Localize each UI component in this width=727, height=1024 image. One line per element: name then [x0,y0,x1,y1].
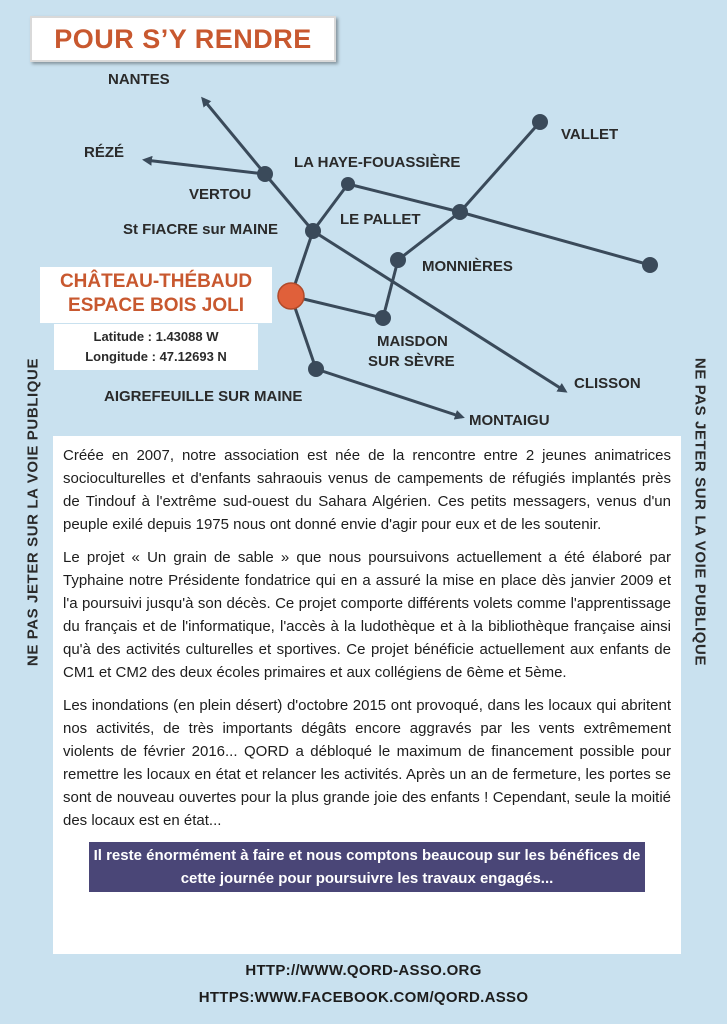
page-title: POUR S’Y RENDRE [30,16,336,62]
node-monnieres [390,252,406,268]
website-link[interactable]: HTTP://WWW.QORD-ASSO.ORG [245,962,482,979]
side-text-left: NE PAS JETER SUR LA VOIE PUBLIQUE [24,357,42,667]
paragraph-1: Créée en 2007, notre association est née de la rencontre entre 2 jeunes animatrices socioculturelles et d'enfants sahraouis venus de campements de réfugiés implantés près de Tindouf à l'extrême sud-ouest du Sahara Algérien. Ces petits messagers, venus d'un peuple exilé depuis 1975 nous ont donné envie d'agir pour eux et de les soutenir. [63,447,671,533]
node-vallet [532,114,548,130]
label-montaigu: MONTAIGU [469,412,550,429]
road-aigrefeuille-montaigu [316,369,462,417]
label-nantes: NANTES [108,71,170,88]
label-sur-sevre: SUR SÈVRE [368,353,455,370]
label-vallet: VALLET [561,126,619,143]
paragraph-3: Les inondations (en plein désert) d'octobre 2015 ont provoqué, dans les locaux qui abritent nos activités, de très importants dégâts encore aggravés par les vents extrêmement violents de février 2016... QORD a débloqué le maximum de financement possible pour remettre les locaux en état et relancer les activités. Après un an de fermeture, les portes se sont de nouveau ouvertes pour la plus grande joie des enfants ! Cependant, seule la moitié des locaux est en état... [63,697,671,829]
label-la-haye: LA HAYE-FOUASSIÈRE [294,154,461,171]
label-aigrefeuille: AIGREFEUILLE SUR MAINE [104,388,303,405]
road-monnieres-maisdon [383,260,398,318]
body-text-box [53,436,681,954]
destination-line2: ESPACE BOIS JOLI [68,295,244,316]
label-maisdon: MAISDON [377,333,448,350]
latitude: Latitude : 1.43088 W [93,329,219,344]
paragraph-2: Le projet « Un grain de sable » que nous poursuivons actuellement a été élaboré par Typhaine notre Présidente fondatrice qui en a assuré la mise en place dès janvier 2009 et l'a poursuivi jusqu'à son décès. Ce projet comporte différents volets comme l'apprentissage du français et de l'informatique, l'accès à la ludothèque et à la bibliothèque française ainsi qu'à des activités culturelles et sportives. Ce projet bénéficie actuellement aux enfants de CM1 et CM2 des deux écoles primaires et aux collégiens de 6ème et 5ème. [63,549,671,681]
label-vertou: VERTOU [189,186,252,203]
side-text-right: NE PAS JETER SUR LA VOIE PUBLIQUE [691,357,709,667]
label-clisson: CLISSON [574,375,641,392]
node-lepallet [452,204,468,220]
node-east [642,257,658,273]
node-maisdon [375,310,391,326]
node-chateau-thebaud [278,283,304,309]
node-lahaye [341,177,355,191]
longitude: Longitude : 47.12693 N [85,349,227,364]
label-st-fiacre: St FIACRE sur MAINE [123,221,279,238]
road-chateau-maisdon [291,296,383,318]
road-lahaye-lepallet [348,184,460,212]
node-stfiacre [305,223,321,239]
highlight-banner: Il reste énormément à faire et nous comptons beaucoup sur les bénéfices de cette journée pour poursuivre les travaux engagés... [89,842,645,892]
label-monnieres: MONNIÈRES [422,258,513,275]
road-vertou-nantes [203,99,265,174]
node-aigrefeuille [308,361,324,377]
coordinates-box [54,324,258,370]
destination-box [40,267,272,323]
facebook-link[interactable]: HTTPS:WWW.FACEBOOK.COM/QORD.ASSO [198,989,529,1006]
label-le-pallet: LE PALLET [340,211,421,228]
label-reze: RÉZÉ [84,144,125,161]
destination-line1: CHÂTEAU-THÉBAUD [59,271,253,292]
road-vertou-reze [145,160,265,174]
node-vertou [257,166,273,182]
road-lepallet-vallet [460,122,540,212]
